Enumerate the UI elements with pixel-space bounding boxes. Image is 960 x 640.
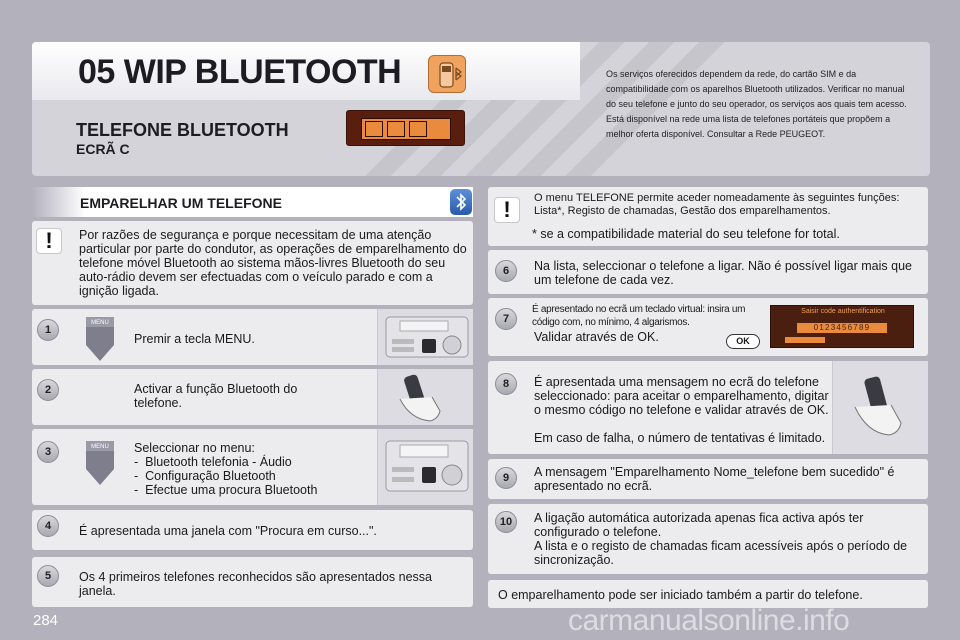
intro-note: Os serviços oferecidos dependem da rede, do cartão SIM e da compatibilidade com os aparelhos Bluetooth utilizados. Verificar no manual do seu telefone e junto do seu operador, os serviços aos quais tem acesso. Está disponível na rede uma lista de telefones portáteis que propõem a melhor oferta disponível. Consultar a Rede PEUGEOT.	[606, 69, 907, 139]
step-10-badge: 10	[495, 511, 517, 533]
section-subtitle: ECRÃ C	[76, 141, 130, 157]
footnote-text: * se a compatibilidade material do seu telefone for total.	[532, 227, 840, 241]
page-number: 284	[33, 612, 59, 629]
step-7-text: Validar através de OK.	[534, 330, 659, 344]
step-7-badge: 7	[495, 308, 517, 330]
ok-button[interactable]: OK	[726, 334, 760, 349]
step-3-item-3: - Efectue uma procura Bluetooth	[134, 483, 318, 497]
step-3-item-1: - Bluetooth telefonia - Áudio	[134, 455, 292, 469]
step-9-text: A mensagem "Emparelhamento Nome_telefone bem sucedido" é apresentado no ecrã.	[534, 465, 895, 493]
info-warning-icon: !	[494, 197, 520, 223]
menu-key-icon	[84, 313, 116, 363]
section-title: TELEFONE BLUETOOTH	[76, 120, 289, 140]
warning-text: Por razões de segurança e porque necessitam de uma atenção particular por parte do condutor, as operações de emparelhamento do telefone móvel Bluetooth ao sistema mãos-livres Bluetooth do seu auto-rádio devem ser efectuadas com o veículo parado e com a ignição ligada.	[79, 228, 467, 298]
step-9-badge: 9	[495, 467, 517, 489]
watermark: carmanualsonline.info	[568, 604, 850, 637]
closing-text: O emparelhamento pode ser iniciado também a partir do telefone.	[498, 588, 863, 602]
step-1-text: Premir a tecla MENU.	[134, 332, 255, 346]
step-4-text: É apresentada uma janela com "Procura em curso...".	[79, 524, 377, 538]
step-3-badge: 3	[37, 441, 59, 463]
step-1-badge: 1	[37, 319, 59, 341]
step-8-badge: 8	[495, 373, 517, 395]
left-heading: EMPARELHAR UM TELEFONE	[80, 195, 282, 211]
step-3-text: Seleccionar no menu:	[134, 441, 255, 455]
step-8-text: É apresentada uma mensagem no ecrã do telefone seleccionado: para aceitar o emparelhamento, digitar o mesmo código no telefone e validar através de OK.	[534, 375, 829, 417]
step-6-badge: 6	[495, 260, 517, 282]
menu-key-icon-2	[84, 437, 116, 487]
bluetooth-icon	[450, 189, 472, 215]
phone-hand-image	[377, 369, 473, 425]
auth-screen-digits: 0123456789	[797, 323, 887, 333]
step-10-text-2: A lista e o registo de chamadas ficam acessíveis após o período de sincronização.	[534, 539, 908, 567]
info-text: O menu TELEFONE permite aceder nomeadamente às seguintes funções: Lista*, Registo de chamadas, Gestão dos emparelhamentos.	[534, 192, 900, 217]
step-3-item-2: - Configuração Bluetooth	[134, 469, 276, 483]
menu-key-label-2: MENU	[91, 444, 109, 450]
radio-unit-image	[377, 309, 473, 365]
step-7-small-text: É apresentado no ecrã um teclado virtual: insira um código com, no mínimo, 4 algarismos.	[532, 304, 746, 328]
auth-screen	[770, 305, 914, 348]
step-5-badge: 5	[37, 565, 59, 587]
phone-bluetooth-icon	[428, 55, 466, 93]
step-10-text: A ligação automática autorizada apenas fica activa após ter configurado o telefone.	[534, 511, 864, 539]
step-8-text-2: Em caso de falha, o número de tentativas é limitado.	[534, 431, 826, 445]
step-6-text: Na lista, seleccionar o telefone a ligar. Não é possível ligar mais que um telefone de cada vez.	[534, 259, 912, 287]
radio-unit-image-2	[377, 429, 473, 505]
step-4-badge: 4	[37, 515, 59, 537]
menu-key-label: MENU	[91, 320, 109, 326]
step-2-text: Activar a função Bluetooth do telefone.	[134, 382, 298, 410]
phone-hand-image-2	[832, 361, 928, 454]
step-5-text: Os 4 primeiros telefones reconhecidos são apresentados nessa janela.	[79, 570, 432, 598]
warning-icon: !	[36, 228, 62, 254]
step-2-badge: 2	[37, 379, 59, 401]
chapter-title: 05 WIP BLUETOOTH	[78, 53, 402, 91]
screen-c-icon	[346, 110, 465, 146]
auth-screen-title: Saisir code authentification	[801, 308, 885, 315]
